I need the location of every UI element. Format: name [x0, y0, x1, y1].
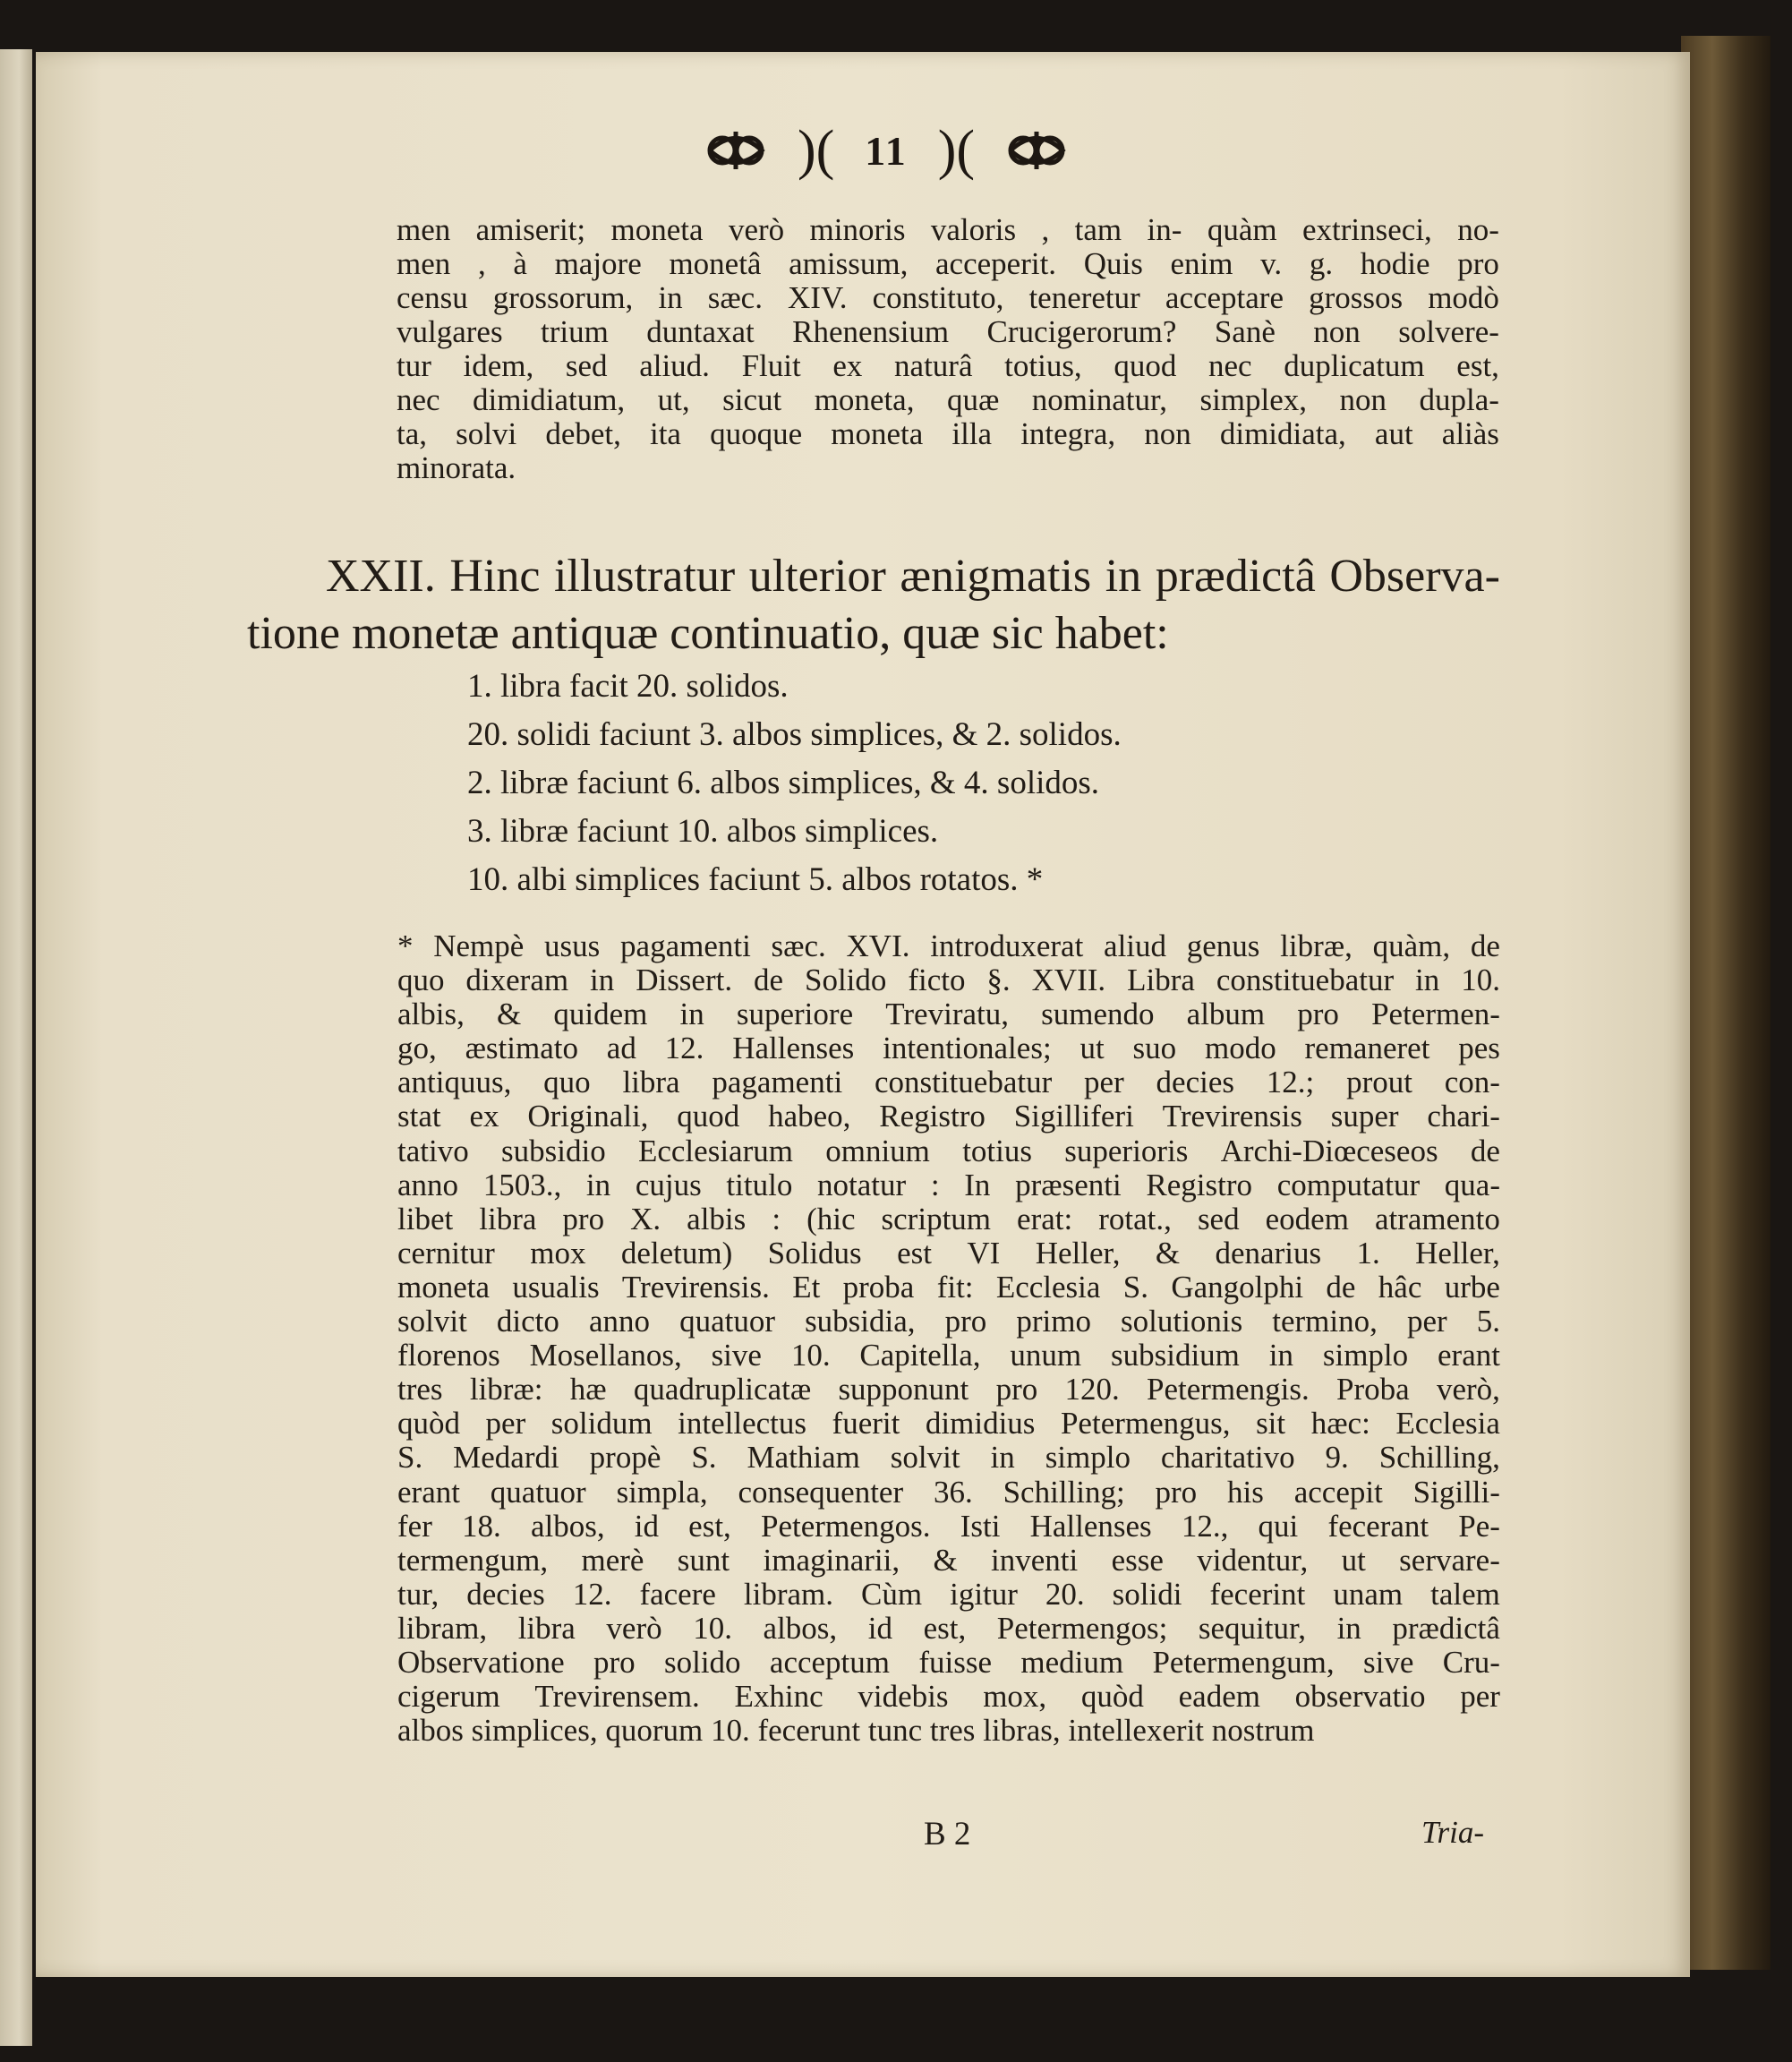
- text-line: men , à majore monetâ amissum, acceperit. Quis enim v. g. hodie pro: [397, 247, 1499, 281]
- adjacent-page-edge: [0, 49, 32, 2046]
- continued-paragraph: [397, 213, 1499, 485]
- page-number: 11: [865, 127, 908, 174]
- text-line: XXII. Hinc illustratur ulterior ænigmatis in prædictâ Observa-: [326, 551, 1500, 602]
- header-bracket-left: )(: [797, 119, 835, 181]
- text-line: tione monetæ antiquæ continuatio, quæ sic habet:: [247, 608, 1169, 659]
- text-line: men amiserit; moneta verò minoris valoris , tam in- quàm extrinseci, no-: [397, 213, 1499, 247]
- text-line: libram, libra verò 10. albos, id est, Petermengos; sequitur, in prædictâ: [397, 1611, 1500, 1646]
- list-item: 1. libra facit 20. solidos.: [467, 668, 789, 705]
- header-bracket-right: )(: [937, 119, 976, 181]
- text-line: quo dixeram in Dissert. de Solido ficto §. XVII. Libra constituebatur in 10.: [397, 963, 1500, 998]
- text-line: quòd per solidum intellectus fuerit dimidius Petermengus, sit hæc: Ecclesia: [397, 1407, 1500, 1442]
- text-line: minorata.: [397, 451, 516, 485]
- ornament-icon: [1005, 126, 1068, 175]
- text-line: florenos Mosellanos, sive 10. Capitella, unum subsidium in simplo erant: [397, 1339, 1500, 1373]
- text-line: antiquus, quo libra pagamenti constituebatur per decies 12.; prout con-: [397, 1065, 1500, 1100]
- text-line: moneta usualis Trevirensis. Et proba fit: Ecclesia S. Gangolphi de hâc urbe: [397, 1270, 1500, 1305]
- text-line: vulgares trium duntaxat Rhenensium Crucigerorum? Sanè non solvere-: [397, 315, 1499, 349]
- text-line: ta, solvi debet, ita quoque moneta illa integra, non dimidiata, aut aliàs: [397, 417, 1499, 451]
- catchword: Tria-: [1421, 1815, 1485, 1850]
- text-line: libet libra pro X. albis : (hic scriptum erat: rotat., sed eodem atramento: [397, 1202, 1500, 1236]
- text-line: albos simplices, quorum 10. fecerunt tunc tres libras, intellexerit nostrum: [397, 1714, 1315, 1749]
- list-item: 20. solidi faciunt 3. albos simplices, & 2. solidos.: [467, 716, 1122, 753]
- list-item: 10. albi simplices faciunt 5. albos rotatos. *: [467, 861, 1044, 898]
- footnote: [397, 929, 1500, 1748]
- signature-mark: B 2: [924, 1816, 971, 1852]
- list-item: 3. libræ faciunt 10. albos simplices.: [467, 813, 939, 850]
- enigma-list: [467, 663, 1273, 904]
- text-line: * Nempè usus pagamenti sæc. XVI. introduxerat aliud genus libræ, quàm, de: [397, 929, 1500, 963]
- text-line: tur idem, sed aliud. Fluit ex naturâ totius, quod nec duplicatum est,: [397, 349, 1499, 383]
- section-xxii-heading: [247, 548, 1500, 663]
- text-line: termengum, merè sunt imaginarii, & inventi esse videntur, ut servare-: [397, 1543, 1500, 1578]
- text-line: stat ex Originali, quod habeo, Registro Sigilliferi Trevirensis super chari-: [397, 1099, 1500, 1134]
- text-line: tur, decies 12. facere libram. Cùm igitur 20. solidi fecerint unam talem: [397, 1577, 1500, 1612]
- ornament-icon: [704, 126, 767, 175]
- text-line: S. Medardi propè S. Mathiam solvit in simplo charitativo 9. Schilling,: [397, 1441, 1500, 1476]
- text-line: Observatione pro solido acceptum fuisse medium Petermengum, sive Cru-: [397, 1645, 1500, 1680]
- text-line: solvit dicto anno quatuor subsidia, pro primo solutionis termino, per 5.: [397, 1305, 1500, 1339]
- text-line: tres libræ: hæ quadruplicatæ supponunt pro 120. Petermengis. Proba verò,: [397, 1373, 1500, 1407]
- text-line: albis, & quidem in superiore Treviratu, sumendo album pro Petermen-: [397, 997, 1500, 1032]
- running-header: [662, 115, 1110, 186]
- book-binding: [1681, 36, 1771, 1970]
- text-line: cigerum Trevirensem. Exhinc videbis mox, quòd eadem observatio per: [397, 1680, 1500, 1715]
- text-line: erant quatuor simpla, consequenter 36. Schilling; pro his accepit Sigilli-: [397, 1475, 1500, 1510]
- text-line: tativo subsidio Ecclesiarum omnium totius superioris Archi-Diœceseos de: [397, 1134, 1500, 1168]
- text-line: go, æstimato ad 12. Hallenses intentionales; ut suo modo remaneret pes: [397, 1031, 1500, 1066]
- text-line: fer 18. albos, id est, Petermengos. Isti Hallenses 12., qui fecerant Pe-: [397, 1509, 1500, 1544]
- text-line: censu grossorum, in sæc. XIV. constituto, teneretur acceptare grossos modò: [397, 281, 1499, 315]
- list-item: 2. libræ faciunt 6. albos simplices, & 4. solidos.: [467, 765, 1100, 801]
- text-line: anno 1503., in cujus titulo notatur : In præsenti Registro computatur qua-: [397, 1168, 1500, 1202]
- text-line: nec dimidiatum, ut, sicut moneta, quæ nominatur, simplex, non dupla-: [397, 383, 1499, 417]
- text-line: cernitur mox deletum) Solidus est VI Heller, & denarius 1. Heller,: [397, 1236, 1500, 1271]
